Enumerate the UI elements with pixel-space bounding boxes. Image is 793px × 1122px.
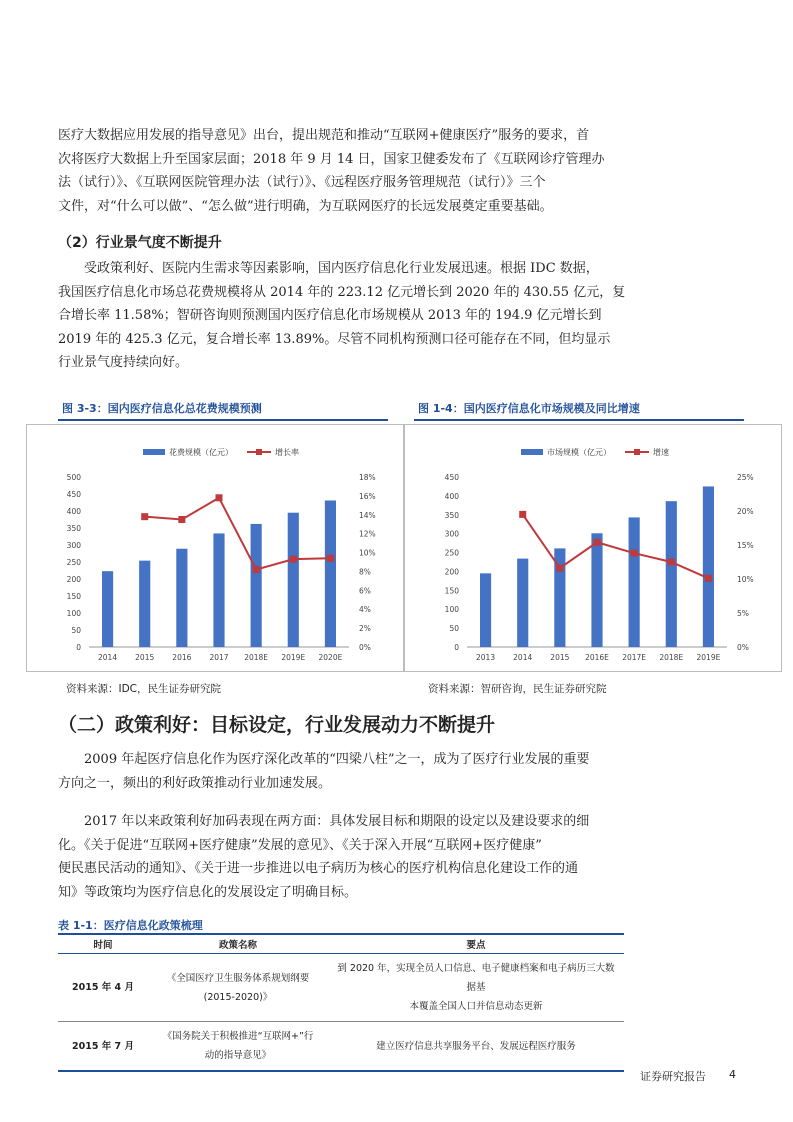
y-right-tick-label: 10% (359, 548, 376, 558)
line-point (216, 494, 223, 501)
y-left-tick-label: 450 (66, 490, 81, 499)
y-right-tick-label: 12% (359, 529, 376, 539)
text-line: 医疗大数据应用发展的指导意见》出台，提出规范和推动“互联网+健康医疗”服务的要求，首 (58, 128, 590, 143)
table-row (58, 954, 624, 1022)
y-right-tick-label: 20% (737, 507, 754, 516)
y-right-tick-label: 4% (359, 605, 371, 615)
section-heading: （2）行业景气度不断提升 (58, 235, 222, 251)
y-left-tick-label: 150 (444, 586, 459, 596)
table-cell-name (148, 954, 328, 1022)
legend-line-label: 增长率 (275, 448, 299, 457)
source-right: 资料来源：智研咨询，民生证券研究院 (428, 683, 607, 695)
y-left-tick-label: 250 (444, 548, 459, 558)
line-point (141, 513, 148, 520)
text-line: 化。《关于促进“互联网+医疗健康”发展的意见》、《关于深入开展“互联网+医疗健康” (58, 837, 542, 853)
x-tick-label: 2014 (513, 653, 533, 662)
chart-left-svg (27, 425, 403, 671)
chapter-heading: （二）政策利好：目标设定，行业发展动力不断提升 (58, 714, 496, 736)
table-header-name: 政策名称 (148, 934, 328, 954)
y-left-tick-label: 0 (76, 643, 81, 652)
x-tick-label: 2016E (585, 653, 609, 662)
page-number: 4 (729, 1068, 736, 1081)
line-point (594, 539, 601, 546)
legend-line-marker (256, 449, 262, 455)
y-right-tick-label: 0% (359, 643, 371, 652)
table-cell-points (328, 1022, 624, 1072)
legend-line-label: 增速 (653, 448, 669, 457)
bar (517, 559, 528, 647)
name-line: 动的指导意见》 (204, 1050, 272, 1061)
section-paragraph (58, 257, 626, 375)
table-header-row (58, 934, 624, 954)
point-line: 建立医疗信息共享服务平台、发展远程医疗服务 (376, 1040, 576, 1052)
text-line: 合增长率 11.58%；智研咨询则预测国内医疗信息化市场规模从 2013 年的 194.9 亿元增长到 (58, 308, 602, 323)
text-line: 2019 年的 425.3 亿元，复合增长率 13.89%。尽管不同机构预测口径可能存在不同，但均显示 (58, 331, 611, 347)
x-tick-label: 2017 (209, 653, 229, 662)
y-left-tick-label: 100 (66, 609, 81, 618)
figure-rule-right (414, 419, 744, 421)
y-right-tick-label: 6% (359, 586, 371, 596)
table-cell-points (328, 954, 624, 1022)
y-right-tick-label: 25% (737, 473, 754, 482)
y-right-tick-label: 0% (737, 643, 749, 652)
bar (251, 524, 262, 647)
table-row (58, 1022, 624, 1072)
x-tick-label: 2016 (172, 653, 192, 662)
table-cell-name (148, 1022, 328, 1072)
line-point (631, 550, 638, 557)
legend-bar-swatch (521, 449, 543, 455)
y-left-tick-label: 350 (444, 510, 459, 520)
line-point (327, 555, 334, 562)
legend-bar-label: 市场规模（亿元） (547, 448, 611, 457)
y-left-tick-label: 400 (444, 491, 459, 501)
y-left-tick-label: 350 (66, 524, 81, 533)
x-tick-label: 2018E (244, 653, 269, 662)
text-line: 次将医疗大数据上升至国家层面；2018 年 9 月 14 日，国家卫健委发布了《互联网诊疗管理办 (58, 151, 605, 167)
text-line: 行业景气度持续向好。 (58, 355, 189, 370)
table-cell-time: 2015 年 4 月 (58, 954, 148, 1022)
text-line: 便民惠民活动的通知》、《关于进一步推进以电子病历为核心的医疗机构信息化建设工作的通 (58, 861, 579, 876)
legend-bar-swatch (143, 449, 165, 455)
chart-right-svg (405, 425, 781, 671)
growth-line (523, 514, 709, 578)
bar (629, 517, 640, 647)
table-header-time: 时间 (58, 934, 148, 954)
y-right-tick-label: 5% (737, 609, 749, 618)
x-tick-label: 2015 (550, 653, 570, 662)
x-tick-label: 2017E (622, 653, 647, 662)
chapter-paragraph-2 (58, 810, 598, 904)
x-tick-label: 2014 (98, 653, 118, 662)
intro-paragraph (58, 124, 605, 218)
bar (480, 573, 491, 647)
y-left-tick-label: 200 (444, 567, 459, 577)
bar (666, 501, 677, 647)
legend-line-marker (634, 449, 640, 455)
point-line: 本覆盖全国人口并信息动态更新 (409, 1001, 543, 1012)
text-line: 方向之一，频出的利好政策推动行业加速发展。 (58, 775, 332, 791)
y-left-tick-label: 450 (444, 473, 459, 482)
y-right-tick-label: 2% (359, 624, 371, 634)
y-left-tick-label: 50 (449, 624, 459, 634)
bar (102, 571, 113, 647)
x-tick-label: 2018E (659, 653, 684, 662)
chart-right (404, 424, 782, 672)
name-line: 《国务院关于积极推进“互联网+”行 (162, 1031, 314, 1042)
y-left-tick-label: 400 (66, 507, 81, 516)
bar (325, 500, 336, 647)
text-line: 我国医疗信息化市场总花费规模将从 2014 年的 223.12 亿元增长到 2020 年的 430.55 亿元，复 (58, 284, 626, 300)
name-line: 《全国医疗卫生服务体系规划纲要 (166, 972, 310, 984)
growth-line (145, 498, 331, 570)
figure-rule-left (58, 419, 388, 421)
figure-title-right: 图 1-4：国内医疗信息化市场规模及同比增速 (418, 402, 640, 415)
y-left-tick-label: 50 (71, 626, 81, 635)
text-line: 文件，对“什么可以做”、“怎么做”进行明确，为互联网医疗的长远发展奠定重要基础。 (58, 198, 553, 214)
y-left-tick-label: 500 (66, 473, 81, 482)
bar (139, 561, 150, 647)
x-tick-label: 2020E (318, 653, 343, 662)
text-line: 知》等政策均为医疗信息化的发展设定了明确目标。 (58, 884, 358, 900)
table-header-points: 要点 (328, 934, 624, 954)
table-cell-time: 2015 年 7 月 (58, 1022, 148, 1072)
bar (591, 533, 602, 647)
text-line: 2017 年以来政策利好加码表现在两方面：具体发展目标和期限的设定以及建设要求的细 (84, 814, 590, 829)
line-point (290, 556, 297, 563)
y-left-tick-label: 200 (66, 575, 81, 584)
bar (176, 549, 187, 647)
text-line: 法（试行）》、《互联网医院管理办法（试行）》、《远程医疗服务管理规范（试行）》三个 (58, 175, 546, 190)
x-tick-label: 2019E (281, 653, 306, 662)
y-left-tick-label: 300 (66, 541, 81, 550)
legend-bar-label: 花费规模（亿元） (169, 448, 233, 457)
figure-title-left: 图 3-3：国内医疗信息化总花费规模预测 (62, 402, 262, 415)
x-tick-label: 2015 (135, 653, 155, 662)
line-point (178, 516, 185, 523)
y-right-tick-label: 18% (359, 473, 376, 482)
text-line: 受政策利好、医院内生需求等因素影响，国内医疗信息化行业发展迅速。根据 IDC 数据， (84, 261, 599, 276)
footer-label: 证券研究报告 (640, 1070, 706, 1083)
bar (703, 486, 714, 647)
text-line: 2009 年起医疗信息化作为医疗深化改革的“四梁八柱”之一，成为了医疗行业发展的重要 (84, 752, 590, 767)
y-left-tick-label: 0 (454, 643, 459, 652)
bar (288, 513, 299, 647)
y-right-tick-label: 10% (737, 575, 754, 584)
y-right-tick-label: 8% (359, 567, 371, 577)
source-left: 资料来源：IDC，民生证券研究院 (66, 683, 222, 695)
y-right-tick-label: 16% (359, 491, 376, 501)
chart-left (26, 424, 404, 672)
chapter-paragraph-1 (58, 748, 598, 795)
point-line: 到 2020 年，实现全员人口信息、电子健康档案和电子病历三大数据基 (337, 963, 615, 993)
name-line: (2015-2020)》 (203, 991, 273, 1003)
y-left-tick-label: 250 (66, 558, 81, 567)
line-point (253, 566, 260, 573)
line-point (556, 565, 563, 572)
table-title: 表 1-1：医疗信息化政策梳理 (58, 919, 203, 932)
bar (213, 533, 224, 647)
policy-table (58, 933, 624, 1072)
x-tick-label: 2019E (696, 653, 721, 662)
y-left-tick-label: 300 (444, 529, 459, 539)
y-left-tick-label: 150 (66, 592, 81, 601)
line-point (705, 575, 712, 582)
x-tick-label: 2013 (476, 653, 496, 662)
y-left-tick-label: 100 (444, 605, 459, 615)
y-right-tick-label: 14% (359, 510, 376, 520)
line-point (668, 559, 675, 566)
y-right-tick-label: 15% (737, 541, 754, 550)
line-point (519, 511, 526, 518)
